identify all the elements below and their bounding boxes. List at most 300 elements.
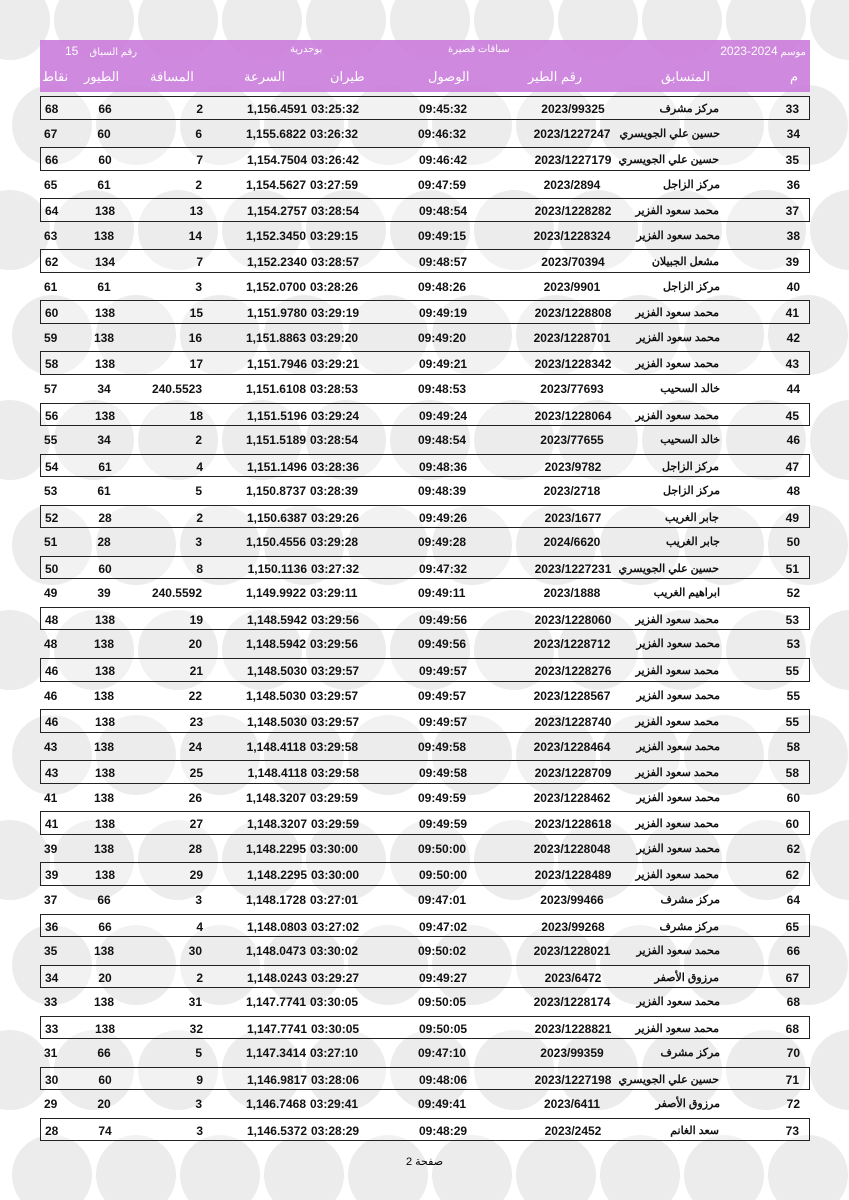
table-row [40, 249, 810, 273]
cell-speed: 1,156.4591 [246, 102, 307, 116]
cell-arrival: 09:49:58 [418, 739, 467, 754]
cell-points: 53 [44, 484, 58, 499]
cell-flight: 03:29:21 [311, 357, 360, 372]
cell-flight: 03:26:32 [310, 126, 359, 141]
cell-bird-no: 2023/1228740 [534, 715, 612, 730]
table-row [40, 1016, 810, 1040]
cell-contestant: محمد سعود الفزير [635, 869, 719, 882]
cell-rank: 34 [786, 126, 800, 141]
cell-contestant: محمد سعود الفزير [635, 613, 719, 626]
cell-points: 68 [45, 102, 59, 116]
table-row [40, 862, 810, 886]
col-contestant: المتسابق [660, 69, 710, 84]
cell-flight: 03:28:54 [311, 204, 360, 219]
cell-rank: 44 [786, 382, 800, 397]
cell-rank: 73 [785, 1123, 799, 1138]
cell-speed: 1,148.1728 [245, 892, 306, 907]
cell-rank: 55 [785, 715, 799, 730]
cell-bird-no: 2023/77655 [540, 433, 604, 448]
cell-rank: 51 [785, 561, 799, 576]
cell-flight: 03:29:57 [311, 664, 360, 679]
cell-rank: 53 [785, 612, 799, 627]
race-location: بوحدرية [290, 44, 323, 55]
season-label: موسم [780, 47, 806, 58]
cell-birds: 138 [94, 868, 116, 883]
table-row [40, 198, 810, 222]
cell-rank: 62 [786, 841, 800, 856]
cell-bird-no: 2023/99359 [540, 1046, 604, 1061]
cell-distance: 2 [195, 177, 202, 192]
cell-speed: 1,148.5942 [246, 612, 307, 627]
cell-birds: 138 [93, 944, 115, 959]
cell-contestant: مركز الزاجل [663, 485, 720, 498]
cell-birds: 138 [93, 228, 115, 243]
table-header [40, 40, 810, 92]
cell-distance: 7 [196, 255, 203, 270]
cell-distance: 2 [196, 970, 203, 985]
cell-distance: 6 [195, 126, 202, 141]
cell-birds: 66 [97, 892, 111, 907]
cell-bird-no: 2023/1677 [544, 510, 602, 525]
cell-flight: 03:29:41 [310, 1097, 359, 1112]
cell-birds: 138 [93, 688, 115, 703]
table-row [40, 530, 810, 554]
cell-points: 66 [45, 153, 59, 168]
table-row [40, 403, 810, 427]
cell-arrival: 09:49:19 [419, 306, 468, 321]
cell-rank: 35 [785, 153, 799, 168]
cell-flight: 03:30:05 [311, 1021, 360, 1036]
cell-bird-no: 2023/70394 [541, 255, 605, 270]
cell-arrival: 09:45:32 [419, 102, 468, 116]
cell-arrival: 09:47:02 [419, 919, 468, 934]
cell-speed: 1,148.0803 [246, 919, 307, 934]
cell-speed: 1,151.1496 [246, 459, 307, 474]
cell-arrival: 09:49:57 [418, 688, 467, 703]
table-row [40, 888, 810, 912]
cell-distance: 2 [196, 102, 203, 116]
cell-contestant: محمد سعود الفزير [635, 205, 719, 218]
cell-distance: 3 [196, 1123, 203, 1138]
cell-arrival: 09:50:00 [418, 841, 467, 856]
cell-speed: 1,151.7946 [246, 357, 307, 372]
cell-distance: 5 [195, 484, 202, 499]
cell-contestant: محمد سعود الفزير [636, 689, 720, 702]
cell-flight: 03:30:05 [310, 995, 359, 1010]
cell-bird-no: 2024/6620 [543, 535, 601, 550]
cell-flight: 03:25:32 [311, 102, 360, 116]
cell-arrival: 09:48:57 [419, 255, 468, 270]
cell-arrival: 09:47:10 [418, 1046, 467, 1061]
cell-flight: 03:29:11 [310, 586, 358, 601]
cell-points: 62 [45, 255, 59, 270]
cell-distance: 240.5523 [151, 382, 202, 397]
cell-points: 33 [44, 995, 58, 1010]
cell-flight: 03:29:19 [311, 306, 360, 321]
cell-contestant: محمد سعود الفزير [636, 842, 720, 855]
race-type: سباقات قصيرة [448, 44, 510, 55]
season-value: 2024-2023 [720, 44, 778, 58]
cell-rank: 49 [785, 510, 799, 525]
cell-arrival: 09:48:54 [419, 204, 468, 219]
cell-contestant: محمد سعود الفزير [636, 638, 720, 651]
cell-bird-no: 2023/1228821 [534, 1021, 612, 1036]
cell-birds: 34 [97, 433, 111, 448]
cell-speed: 1,148.0473 [245, 944, 306, 959]
cell-rank: 66 [786, 944, 800, 959]
cell-flight: 03:29:59 [311, 817, 360, 832]
cell-birds: 138 [94, 1021, 116, 1036]
cell-flight: 03:28:29 [311, 1123, 360, 1138]
results-table [40, 40, 810, 1143]
cell-speed: 1,152.2340 [246, 255, 307, 270]
cell-speed: 1,148.4118 [247, 766, 307, 781]
cell-distance: 22 [188, 688, 202, 703]
cell-speed: 1,149.9922 [245, 586, 306, 601]
cell-arrival: 09:49:59 [418, 790, 467, 805]
cell-points: 50 [45, 561, 59, 576]
cell-arrival: 09:49:20 [418, 330, 467, 345]
cell-birds: 138 [93, 790, 115, 805]
table-row [40, 428, 810, 452]
cell-points: 29 [44, 1097, 58, 1112]
cell-flight: 03:29:15 [310, 228, 359, 243]
col-distance: المسافة [150, 69, 194, 84]
cell-flight: 03:30:00 [310, 841, 359, 856]
cell-flight: 03:29:58 [311, 766, 360, 781]
table-row [40, 965, 810, 989]
cell-flight: 03:29:57 [310, 688, 359, 703]
cell-arrival: 09:48:06 [419, 1072, 468, 1087]
cell-speed: 1,148.2295 [246, 868, 307, 883]
cell-contestant: حسين علي الجويسري [618, 562, 719, 575]
cell-arrival: 09:48:39 [418, 484, 467, 499]
cell-birds: 60 [98, 561, 112, 576]
cell-contestant: جابر الغريب [665, 511, 719, 524]
cell-birds: 28 [98, 510, 112, 525]
table-row [40, 939, 810, 963]
cell-flight: 03:28:54 [310, 433, 359, 448]
table-row [40, 607, 810, 631]
cell-rank: 41 [785, 306, 799, 321]
cell-speed: 1,148.2295 [245, 841, 306, 856]
watermark-circle [810, 610, 849, 690]
table-row [40, 556, 810, 580]
cell-points: 49 [44, 586, 58, 601]
cell-distance: 3 [195, 1097, 202, 1112]
cell-points: 43 [45, 766, 59, 781]
cell-bird-no: 2023/1228324 [533, 228, 611, 243]
cell-speed: 1,147.7741 [245, 995, 306, 1010]
table-row [40, 1118, 810, 1142]
cell-bird-no: 2023/2718 [543, 484, 601, 499]
cell-speed: 1,148.3207 [246, 817, 307, 832]
cell-distance: 17 [189, 357, 203, 372]
cell-contestant: محمد سعود الفزير [635, 358, 719, 371]
cell-flight: 03:29:24 [311, 408, 360, 423]
cell-bird-no: 2023/6472 [544, 970, 602, 985]
table-row [40, 147, 810, 171]
cell-arrival: 09:50:05 [418, 995, 467, 1010]
cell-bird-no: 2023/1228808 [534, 306, 612, 321]
cell-points: 61 [44, 279, 58, 294]
cell-contestant: مركز مشرف [659, 103, 719, 115]
table-row [40, 505, 810, 529]
cell-bird-no: 2023/1228064 [534, 408, 612, 423]
table-row [40, 122, 810, 146]
cell-speed: 1,148.5030 [245, 688, 306, 703]
cell-bird-no: 2023/1227247 [533, 126, 611, 141]
cell-contestant: محمد سعود الفزير [635, 818, 719, 831]
cell-birds: 138 [94, 612, 116, 627]
cell-rank: 60 [786, 790, 800, 805]
cell-birds: 138 [93, 841, 115, 856]
cell-distance: 16 [188, 330, 202, 345]
table-row [40, 760, 810, 784]
cell-arrival: 09:49:27 [419, 970, 468, 985]
cell-contestant: محمد سعود الفزير [636, 229, 720, 242]
cell-rank: 68 [786, 995, 800, 1010]
cell-arrival: 09:49:15 [418, 228, 467, 243]
cell-arrival: 09:49:56 [418, 637, 467, 652]
cell-speed: 1,146.5372 [246, 1123, 307, 1138]
cell-birds: 138 [94, 357, 116, 372]
col-flight: طيران [330, 69, 365, 84]
cell-birds: 138 [94, 408, 116, 423]
cell-flight: 03:27:10 [310, 1046, 359, 1061]
cell-distance: 27 [189, 817, 203, 832]
cell-flight: 03:26:42 [311, 153, 360, 168]
cell-flight: 03:27:02 [311, 919, 360, 934]
col-speed: السرعة [244, 69, 286, 84]
cell-contestant: مرزوق الأصفر [654, 971, 719, 984]
cell-rank: 45 [785, 408, 799, 423]
cell-distance: 31 [188, 995, 202, 1010]
cell-points: 48 [45, 612, 59, 627]
cell-distance: 3 [195, 535, 202, 550]
cell-points: 39 [44, 841, 58, 856]
cell-speed: 1,152.0700 [245, 279, 306, 294]
cell-arrival: 09:47:01 [418, 892, 467, 907]
cell-birds: 61 [97, 484, 111, 499]
table-row [40, 1041, 810, 1065]
cell-arrival: 09:48:36 [419, 459, 468, 474]
cell-points: 65 [44, 177, 58, 192]
cell-speed: 1,147.3414 [245, 1046, 306, 1061]
cell-flight: 03:27:59 [310, 177, 359, 192]
cell-arrival: 09:48:29 [419, 1123, 468, 1138]
cell-contestant: حسين علي الجويسري [618, 1073, 719, 1086]
cell-contestant: مركز مشرف [659, 920, 719, 933]
table-row [40, 300, 810, 324]
cell-points: 36 [45, 919, 59, 934]
cell-distance: 20 [188, 637, 202, 652]
cell-bird-no: 2023/1228048 [533, 841, 611, 856]
cell-points: 52 [45, 510, 59, 525]
cell-flight: 03:29:57 [311, 715, 360, 730]
cell-distance: 3 [195, 279, 202, 294]
cell-flight: 03:29:56 [311, 612, 360, 627]
cell-bird-no: 2023/99268 [541, 919, 605, 934]
cell-rank: 62 [785, 868, 799, 883]
table-row [40, 1067, 810, 1091]
col-rank: م [789, 69, 798, 84]
cell-speed: 1,154.5627 [245, 177, 306, 192]
cell-speed: 1,154.7504 [246, 153, 307, 168]
cell-distance: 3 [195, 892, 202, 907]
cell-birds: 138 [94, 204, 116, 219]
cell-points: 35 [44, 944, 58, 959]
cell-bird-no: 2023/1227198 [534, 1072, 612, 1087]
cell-contestant: محمد سعود الفزير [635, 767, 719, 780]
cell-speed: 1,151.9780 [246, 306, 307, 321]
cell-contestant: مشعل الجبيلان [651, 256, 719, 269]
cell-birds: 138 [93, 739, 115, 754]
cell-rank: 72 [786, 1097, 800, 1112]
watermark-circle [810, 1030, 849, 1110]
cell-speed: 1,154.2757 [246, 204, 307, 219]
cell-birds: 61 [97, 279, 111, 294]
page-label: صفحة [415, 1156, 444, 1168]
cell-flight: 03:29:59 [310, 790, 359, 805]
cell-flight: 03:30:00 [311, 868, 360, 883]
cell-distance: 240.5592 [151, 586, 202, 601]
table-body [40, 96, 810, 1141]
table-row [40, 632, 810, 656]
cell-points: 43 [44, 739, 58, 754]
cell-points: 55 [44, 433, 58, 448]
cell-rank: 70 [786, 1046, 800, 1061]
cell-points: 54 [45, 459, 59, 474]
cell-flight: 03:29:58 [310, 739, 359, 754]
cell-distance: 8 [196, 561, 203, 576]
cell-points: 67 [44, 126, 58, 141]
cell-birds: 138 [94, 817, 116, 832]
cell-distance: 32 [189, 1021, 203, 1036]
table-row [40, 377, 810, 401]
table-row [40, 479, 810, 503]
cell-points: 33 [45, 1021, 59, 1036]
cell-rank: 40 [786, 279, 800, 294]
cell-rank: 60 [785, 817, 799, 832]
cell-contestant: ابراهيم الغريب [653, 587, 720, 600]
cell-rank: 42 [786, 330, 800, 345]
cell-arrival: 09:49:11 [418, 586, 466, 601]
cell-birds: 34 [97, 382, 111, 397]
cell-birds: 60 [97, 126, 111, 141]
cell-contestant: مركز الزاجل [662, 460, 719, 473]
watermark-circle [810, 820, 849, 900]
cell-bird-no: 2023/1228701 [533, 330, 611, 345]
cell-speed: 1,155.6822 [245, 126, 306, 141]
cell-bird-no: 2023/1228021 [533, 944, 611, 959]
table-row [40, 326, 810, 350]
cell-birds: 61 [98, 459, 112, 474]
cell-speed: 1,151.5189 [245, 433, 306, 448]
table-row [40, 811, 810, 835]
cell-speed: 1,150.4556 [245, 535, 306, 550]
cell-contestant: مرزوق الأصفر [655, 1098, 720, 1111]
cell-speed: 1,151.5196 [246, 408, 307, 423]
cell-rank: 55 [786, 688, 800, 703]
cell-points: 58 [45, 357, 59, 372]
cell-flight: 03:28:39 [310, 484, 359, 499]
cell-bird-no: 2023/6411 [543, 1097, 601, 1112]
cell-points: 28 [45, 1123, 59, 1138]
cell-speed: 1,147.7741 [246, 1021, 307, 1036]
cell-arrival: 09:49:58 [419, 766, 468, 781]
cell-rank: 52 [786, 586, 800, 601]
cell-rank: 58 [786, 739, 800, 754]
cell-bird-no: 2023/9782 [544, 459, 602, 474]
cell-speed: 1,148.0243 [246, 970, 307, 985]
table-row [40, 709, 810, 733]
table-row [40, 684, 810, 708]
cell-rank: 71 [785, 1072, 799, 1087]
cell-birds: 138 [94, 306, 116, 321]
cell-contestant: محمد سعود الفزير [635, 409, 719, 422]
cell-contestant: خالد السحيب [660, 383, 720, 396]
cell-flight: 03:29:56 [310, 637, 359, 652]
cell-rank: 39 [785, 255, 799, 270]
cell-speed: 1,148.4118 [246, 739, 306, 754]
cell-contestant: حسين علي الجويسري [618, 154, 719, 167]
cell-flight: 03:30:02 [310, 944, 359, 959]
cell-arrival: 09:50:02 [418, 944, 467, 959]
cell-rank: 67 [785, 970, 799, 985]
cell-points: 37 [44, 892, 58, 907]
table-row [40, 658, 810, 682]
col-arrival: الوصول [428, 69, 470, 84]
cell-arrival: 09:49:59 [419, 817, 468, 832]
cell-contestant: محمد سعود الفزير [636, 996, 720, 1009]
cell-rank: 36 [786, 177, 800, 192]
cell-bird-no: 2023/9901 [543, 279, 601, 294]
table-row [40, 914, 810, 938]
cell-arrival: 09:50:00 [419, 868, 468, 883]
cell-arrival: 09:49:24 [419, 408, 468, 423]
cell-arrival: 09:49:57 [419, 715, 468, 730]
cell-birds: 60 [98, 1072, 112, 1087]
cell-points: 46 [45, 715, 59, 730]
cell-rank: 53 [786, 637, 800, 652]
cell-points: 57 [44, 382, 58, 397]
cell-arrival: 09:49:26 [419, 510, 468, 525]
cell-points: 51 [44, 535, 58, 550]
cell-arrival: 09:49:28 [418, 535, 467, 550]
cell-flight: 03:28:53 [310, 382, 359, 397]
cell-rank: 43 [785, 357, 799, 372]
cell-arrival: 09:49:41 [418, 1097, 467, 1112]
table-row [40, 990, 810, 1014]
cell-birds: 66 [98, 102, 112, 116]
cell-distance: 9 [196, 1072, 203, 1087]
cell-flight: 03:28:36 [311, 459, 360, 474]
cell-speed: 1,150.8737 [245, 484, 306, 499]
cell-birds: 138 [93, 330, 115, 345]
table-row [40, 837, 810, 861]
cell-distance: 21 [189, 664, 203, 679]
cell-contestant: محمد سعود الفزير [636, 740, 720, 753]
cell-flight: 03:29:27 [311, 970, 360, 985]
cell-speed: 1,151.6108 [245, 382, 306, 397]
cell-bird-no: 2023/1228618 [534, 817, 612, 832]
cell-rank: 38 [786, 228, 800, 243]
cell-birds: 138 [94, 766, 116, 781]
cell-bird-no: 2023/1228174 [533, 995, 611, 1010]
table-row [40, 735, 810, 759]
cell-contestant: محمد سعود الفزير [635, 665, 719, 678]
